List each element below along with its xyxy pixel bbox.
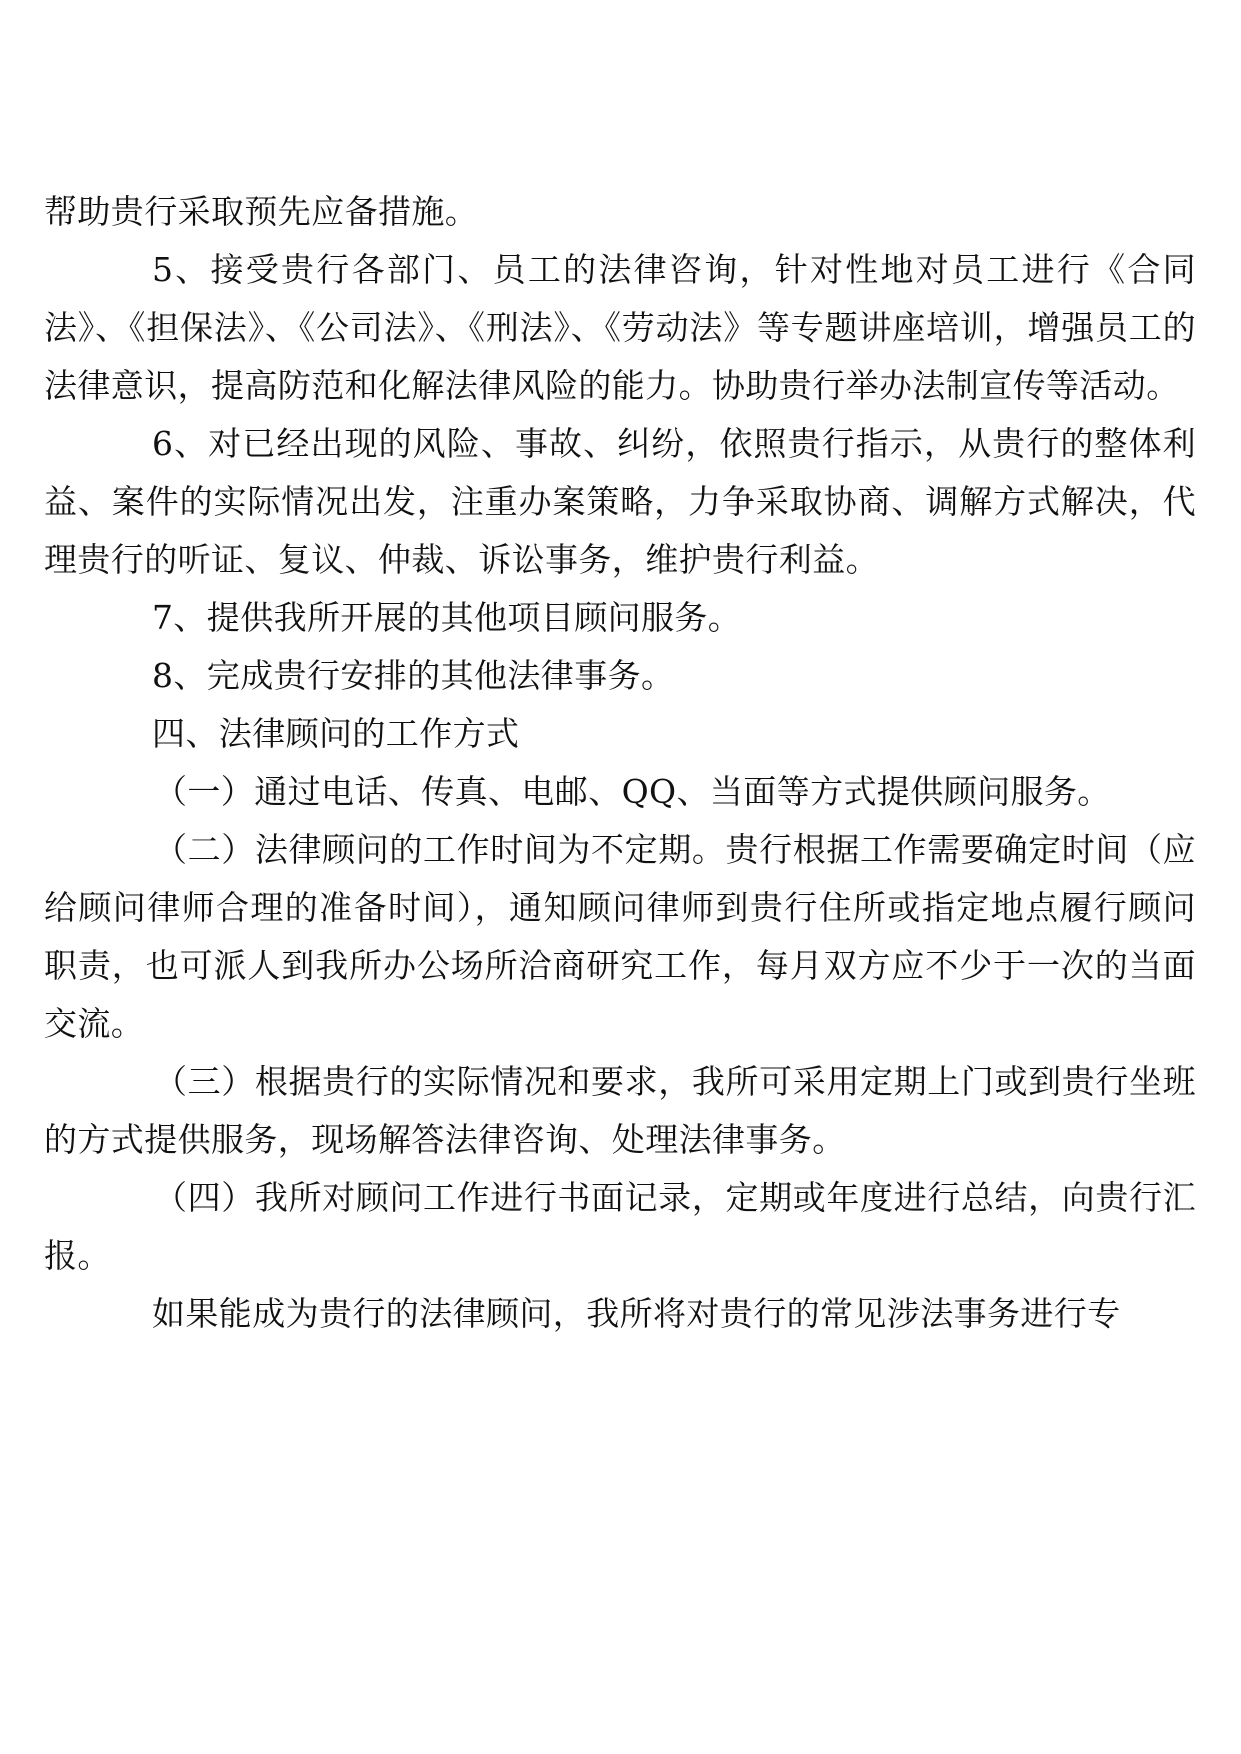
paragraph-subitem-3: （三）根据贵行的实际情况和要求，我所可采用定期上门或到贵行坐班的方式提供服务，现场解答法律咨询、处理法律事务。 — [44, 1062, 1196, 1159]
paragraph-subitem-4: （四）我所对顾问工作进行书面记录，定期或年度进行总结，向贵行汇报。 — [44, 1178, 1196, 1275]
paragraph-subitem-1: （一）通过电话、传真、电邮、QQ、当面等方式提供顾问服务。 — [154, 772, 1111, 811]
paragraph-subitem-2: （二）法律顾问的工作时间为不定期。贵行根据工作需要确定时间（应给顾问律师合理的准备时间），通知顾问律师到贵行住所或指定地点履行顾问职责，也可派人到我所办公场所洽商研究工作，每月双方应不少于一次的当面交流。 — [44, 830, 1196, 1043]
paragraph-continuation: 帮助贵行采取预先应备措施。 — [44, 192, 479, 231]
paragraph-item-5: 5、接受贵行各部门、员工的法律咨询，针对性地对员工进行《合同法》、《担保法》、《公司法》、《刑法》、《劳动法》等专题讲座培训，增强员工的法律意识，提高防范和化解法律风险的能力。协助贵行举办法制宣传等活动。 — [44, 250, 1196, 405]
document-page — [44, 183, 1196, 1343]
paragraph-closing: 如果能成为贵行的法律顾问，我所将对贵行的常见涉法事务进行专 — [152, 1294, 1121, 1333]
paragraph-item-8: 8、完成贵行安排的其他法律事务。 — [152, 656, 675, 695]
paragraph-item-6: 6、对已经出现的风险、事故、纠纷，依照贵行指示，从贵行的整体利益、案件的实际情况出发，注重办案策略，力争采取协商、调解方式解决，代理贵行的听证、复议、仲裁、诉讼事务，维护贵行利益。 — [44, 424, 1196, 579]
section-heading: 四、法律顾问的工作方式 — [152, 714, 520, 753]
paragraph-item-7: 7、提供我所开展的其他项目顾问服务。 — [152, 598, 742, 637]
